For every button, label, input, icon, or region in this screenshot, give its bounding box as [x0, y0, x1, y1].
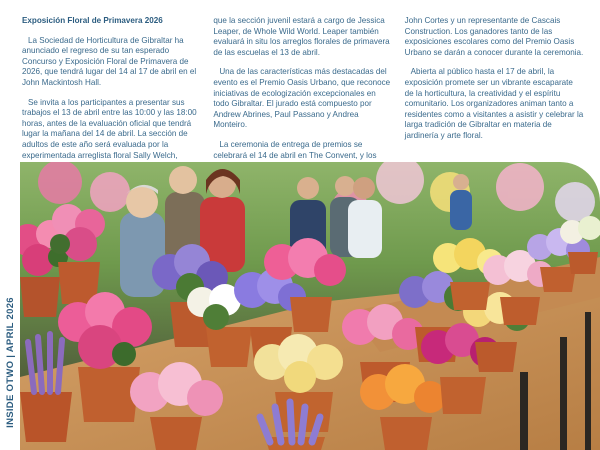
paragraph: Una de las características más destacadas del evento es el Premio Oasis Urbano, que reconoce iniciativas de ecologización excepcionales en todo Gibraltar. El jurado está compuesto por Andrew Abrines, Paul Passano y Andrea Monteiro. — [213, 67, 391, 130]
paragraph: La Sociedad de Horticultura de Gibraltar ha anunciado el regreso de su tan esperado Concurso y Exposición Floral de Primavera de 2026, que tendrá lugar del 14 al 17 de abril en el John Mackintosh Hall. — [22, 35, 197, 87]
paragraph: John Cortes y un representante de Cascais Construction. Los ganadores tanto de las exposiciones escolares como del Premio Oasis Urbano se darán a conocer durante la ceremonia. — [404, 16, 584, 57]
paragraph: Se invita a los participantes a presentar sus trabajos el 13 de abril entre las 10:00 y las 18:00 horas, antes de la evaluación oficial que tendrá lugar la mañana del 14 de abril. La sección de adultos de este año será evaluada por la experimentada arreglista floral Sally Welch, — [22, 97, 197, 160]
paragraph: Abierta al público hasta el 17 de abril, la exposición promete ser un vibrante escaparate de la horticultura, la creatividad y el espíritu comunitario. Los organizadores animan tanto a residentes como a visitantes a asistir y celebrar la larga tradición de Gibraltar en materia de jardinería y arte floral. — [404, 67, 584, 140]
paragraph: que la sección juvenil estará a cargo de Jessica Leaper, de Whole Wild World. Leaper también evaluará in situ los arreglos florales de primavera de las escuelas el 13 de abril. — [213, 16, 390, 57]
flower-show-illustration — [20, 162, 600, 450]
article-column-2 — [213, 16, 392, 166]
article-title: Exposición Floral de Primavera 2026 — [22, 16, 163, 25]
issue-label: INSIDE OTWO | APRIL 2026 — [4, 296, 16, 428]
article-column-3 — [405, 16, 584, 166]
article-column-1 — [22, 16, 201, 166]
flower-show-photo — [20, 162, 600, 450]
article-columns — [22, 16, 584, 166]
paragraph: La ceremonia de entrega de premios se celebrará el 14 de abril en The Convent, y los — [213, 139, 377, 160]
sidebar-label — [0, 292, 20, 432]
